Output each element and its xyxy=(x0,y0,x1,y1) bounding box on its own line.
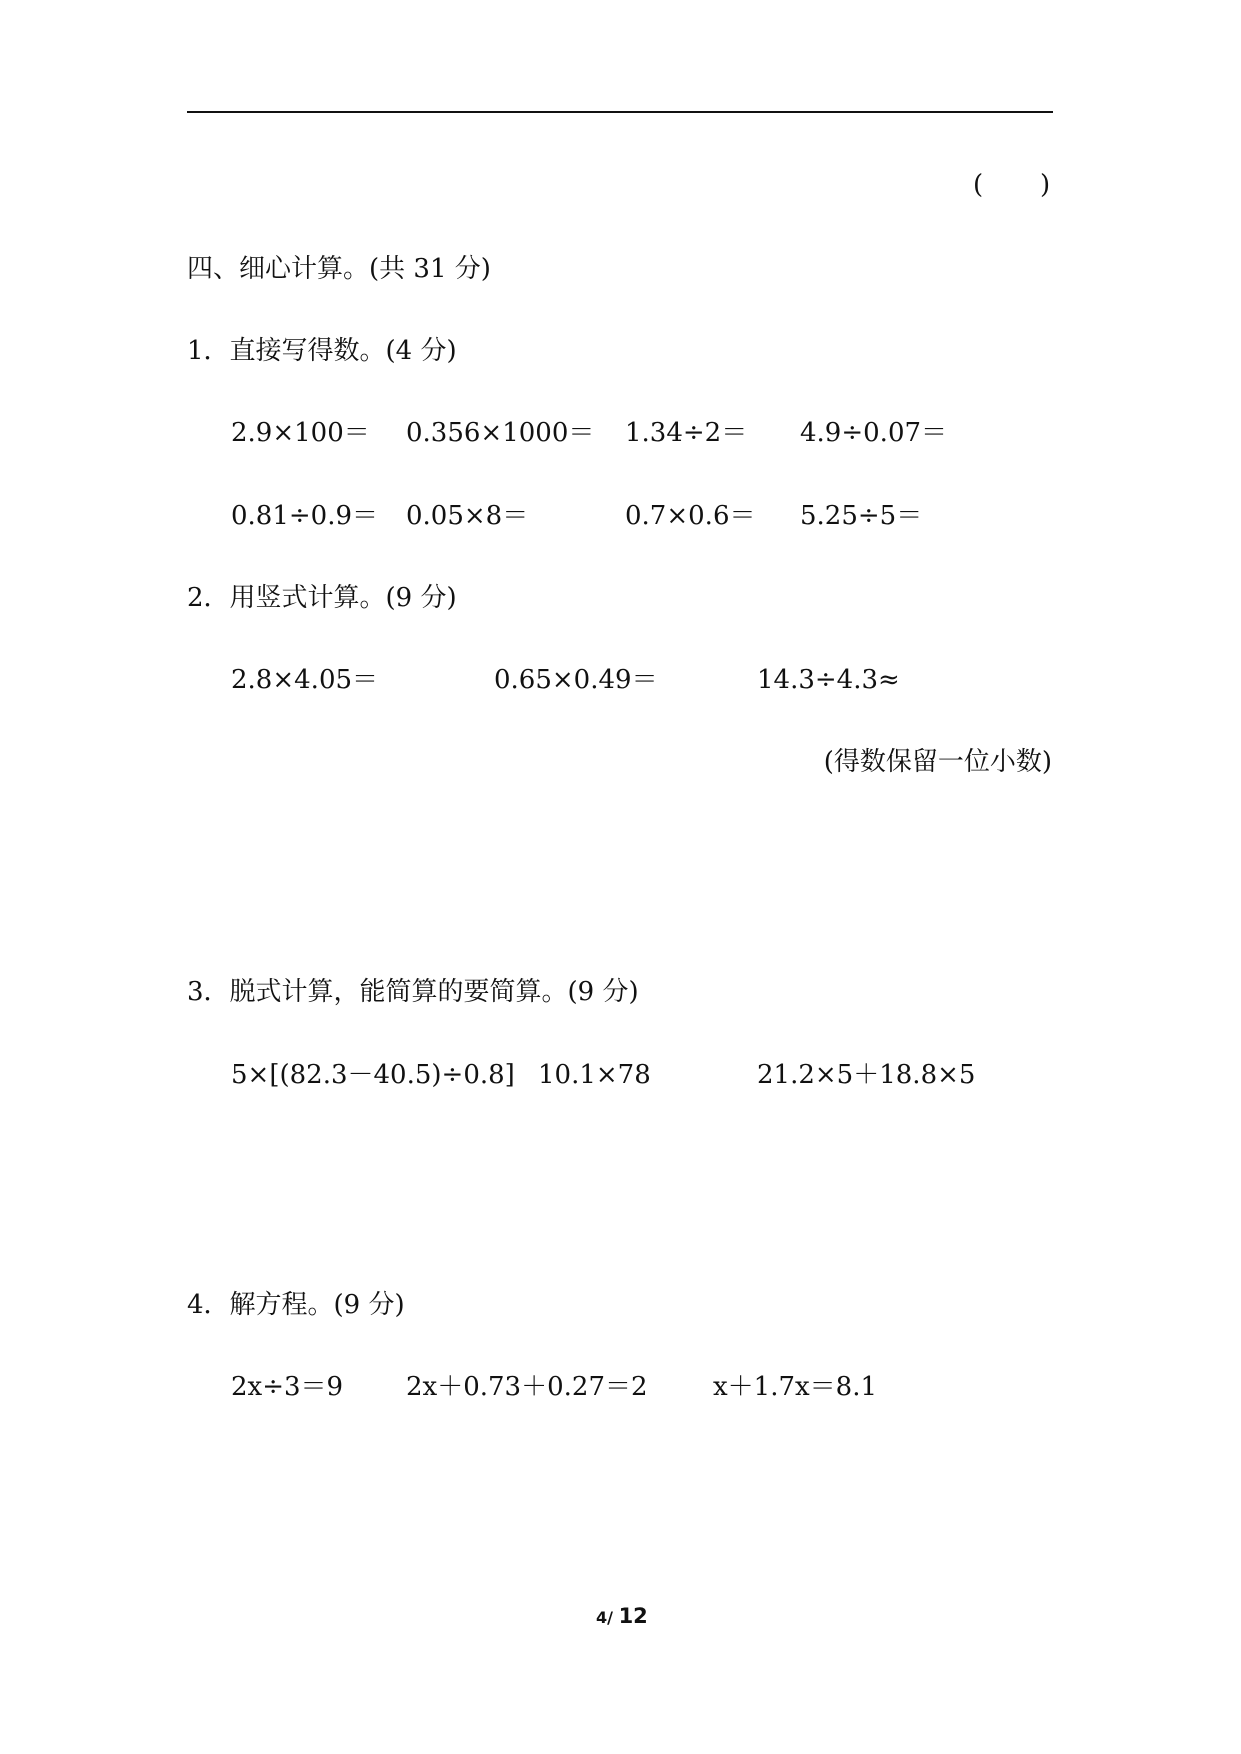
q4-item: 2x÷3＝9 xyxy=(231,1372,344,1402)
q3-item: 5×[(82.3－40.5)÷0.8] xyxy=(231,1060,515,1090)
q4-item: 2x＋0.73＋0.27＝2 xyxy=(406,1372,648,1402)
answer-paren-close: ) xyxy=(1040,170,1051,200)
current-page: 4 xyxy=(596,1608,608,1627)
q1-item: 0.356×1000＝ xyxy=(406,418,595,448)
q3-item: 21.2×5＋18.8×5 xyxy=(757,1060,976,1090)
q1-item: 5.25÷5＝ xyxy=(800,501,923,531)
q2-note: (得数保留一位小数) xyxy=(823,747,1052,777)
header-rule xyxy=(187,111,1053,113)
q1-item: 2.9×100＝ xyxy=(231,418,370,448)
q2-item: 0.65×0.49＝ xyxy=(494,665,658,695)
q1-title: 1．直接写得数。(4 分) xyxy=(187,336,457,366)
q4-title: 4．解方程。(9 分) xyxy=(187,1290,405,1320)
q2-item: 14.3÷4.3≈ xyxy=(757,665,900,695)
q1-item: 0.05×8＝ xyxy=(406,501,529,531)
q1-item: 0.81÷0.9＝ xyxy=(231,501,379,531)
page-separator: / xyxy=(607,1608,619,1627)
q4-item: x＋1.7x＝8.1 xyxy=(713,1372,878,1402)
page-number xyxy=(596,1604,648,1628)
section-4-title: 四、细心计算。(共 31 分) xyxy=(187,254,491,284)
q2-item: 2.8×4.05＝ xyxy=(231,665,379,695)
answer-paren-open: ( xyxy=(973,170,984,200)
q3-title: 3．脱式计算，能简算的要简算。(9 分) xyxy=(187,977,639,1007)
q1-item: 1.34÷2＝ xyxy=(625,418,748,448)
q3-item: 10.1×78 xyxy=(538,1060,651,1090)
q1-item: 0.7×0.6＝ xyxy=(625,501,756,531)
q1-item: 4.9÷0.07＝ xyxy=(800,418,948,448)
total-pages: 12 xyxy=(618,1604,648,1628)
q2-title: 2．用竖式计算。(9 分) xyxy=(187,583,457,613)
